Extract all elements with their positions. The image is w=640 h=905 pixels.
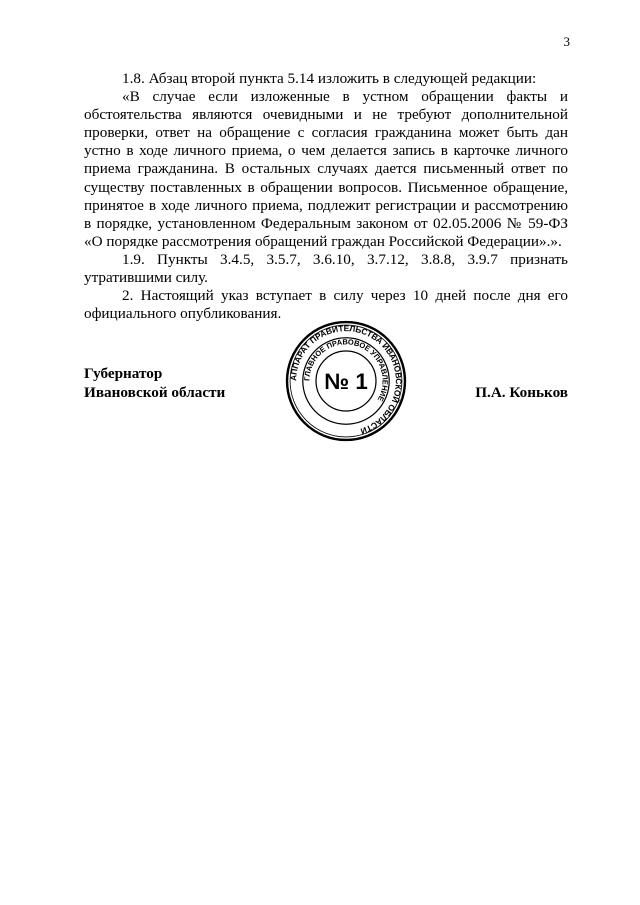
page-number: 3 xyxy=(563,34,570,49)
seal-outer-text: АППАРАТ ПРАВИТЕЛЬСТВА ИВАНОВСКОЙ ОБЛАСТИ xyxy=(288,323,404,437)
paragraph-1-8-quote: «В случае если изложенные в устном обращении факты и обстоятельства являются очевидными и не требуют дополнительной проверки, ответ на обращение с согласия гражданина может быть дан устно в ходе личного приема, о чем делается запись в карточке личного приема гражданина. В остальных случаях дается письменный ответ по существу поставленных в обращении вопросов. Письменное обращение, принятое в ходе личного приема, подлежит регистрации и рассмотрению в порядке, установленном Федеральным законом от 02.05.2006 № 59-ФЗ «О порядке рассмотрения обращений граждан Российской Федерации».». xyxy=(84,88,568,250)
paragraph-1-8: 1.8. Абзац второй пункта 5.14 изложить в следующей редакции: xyxy=(122,70,537,87)
signatory-title: Губернатор xyxy=(84,365,163,382)
paragraph-1-9: 1.9. Пункты 3.4.5, 3.5.7, 3.6.10, 3.7.12, 3.8.8, 3.9.7 признать утратившими силу. xyxy=(84,250,568,287)
signatory-region: Ивановской области xyxy=(84,384,226,401)
seal-center-number: № 1 xyxy=(324,369,368,395)
seal-inner-text: ГЛАВНОЕ ПРАВОВОЕ УПРАВЛЕНИЕ xyxy=(302,337,390,403)
paragraph-2: 2. Настоящий указ вступает в силу через 10 дней после дня его официального опубликования. xyxy=(84,287,568,323)
official-seal-stamp xyxy=(285,320,407,442)
signatory-name: П.А. Коньков xyxy=(475,384,568,401)
signatory-position xyxy=(84,364,225,402)
document-body xyxy=(84,70,568,323)
